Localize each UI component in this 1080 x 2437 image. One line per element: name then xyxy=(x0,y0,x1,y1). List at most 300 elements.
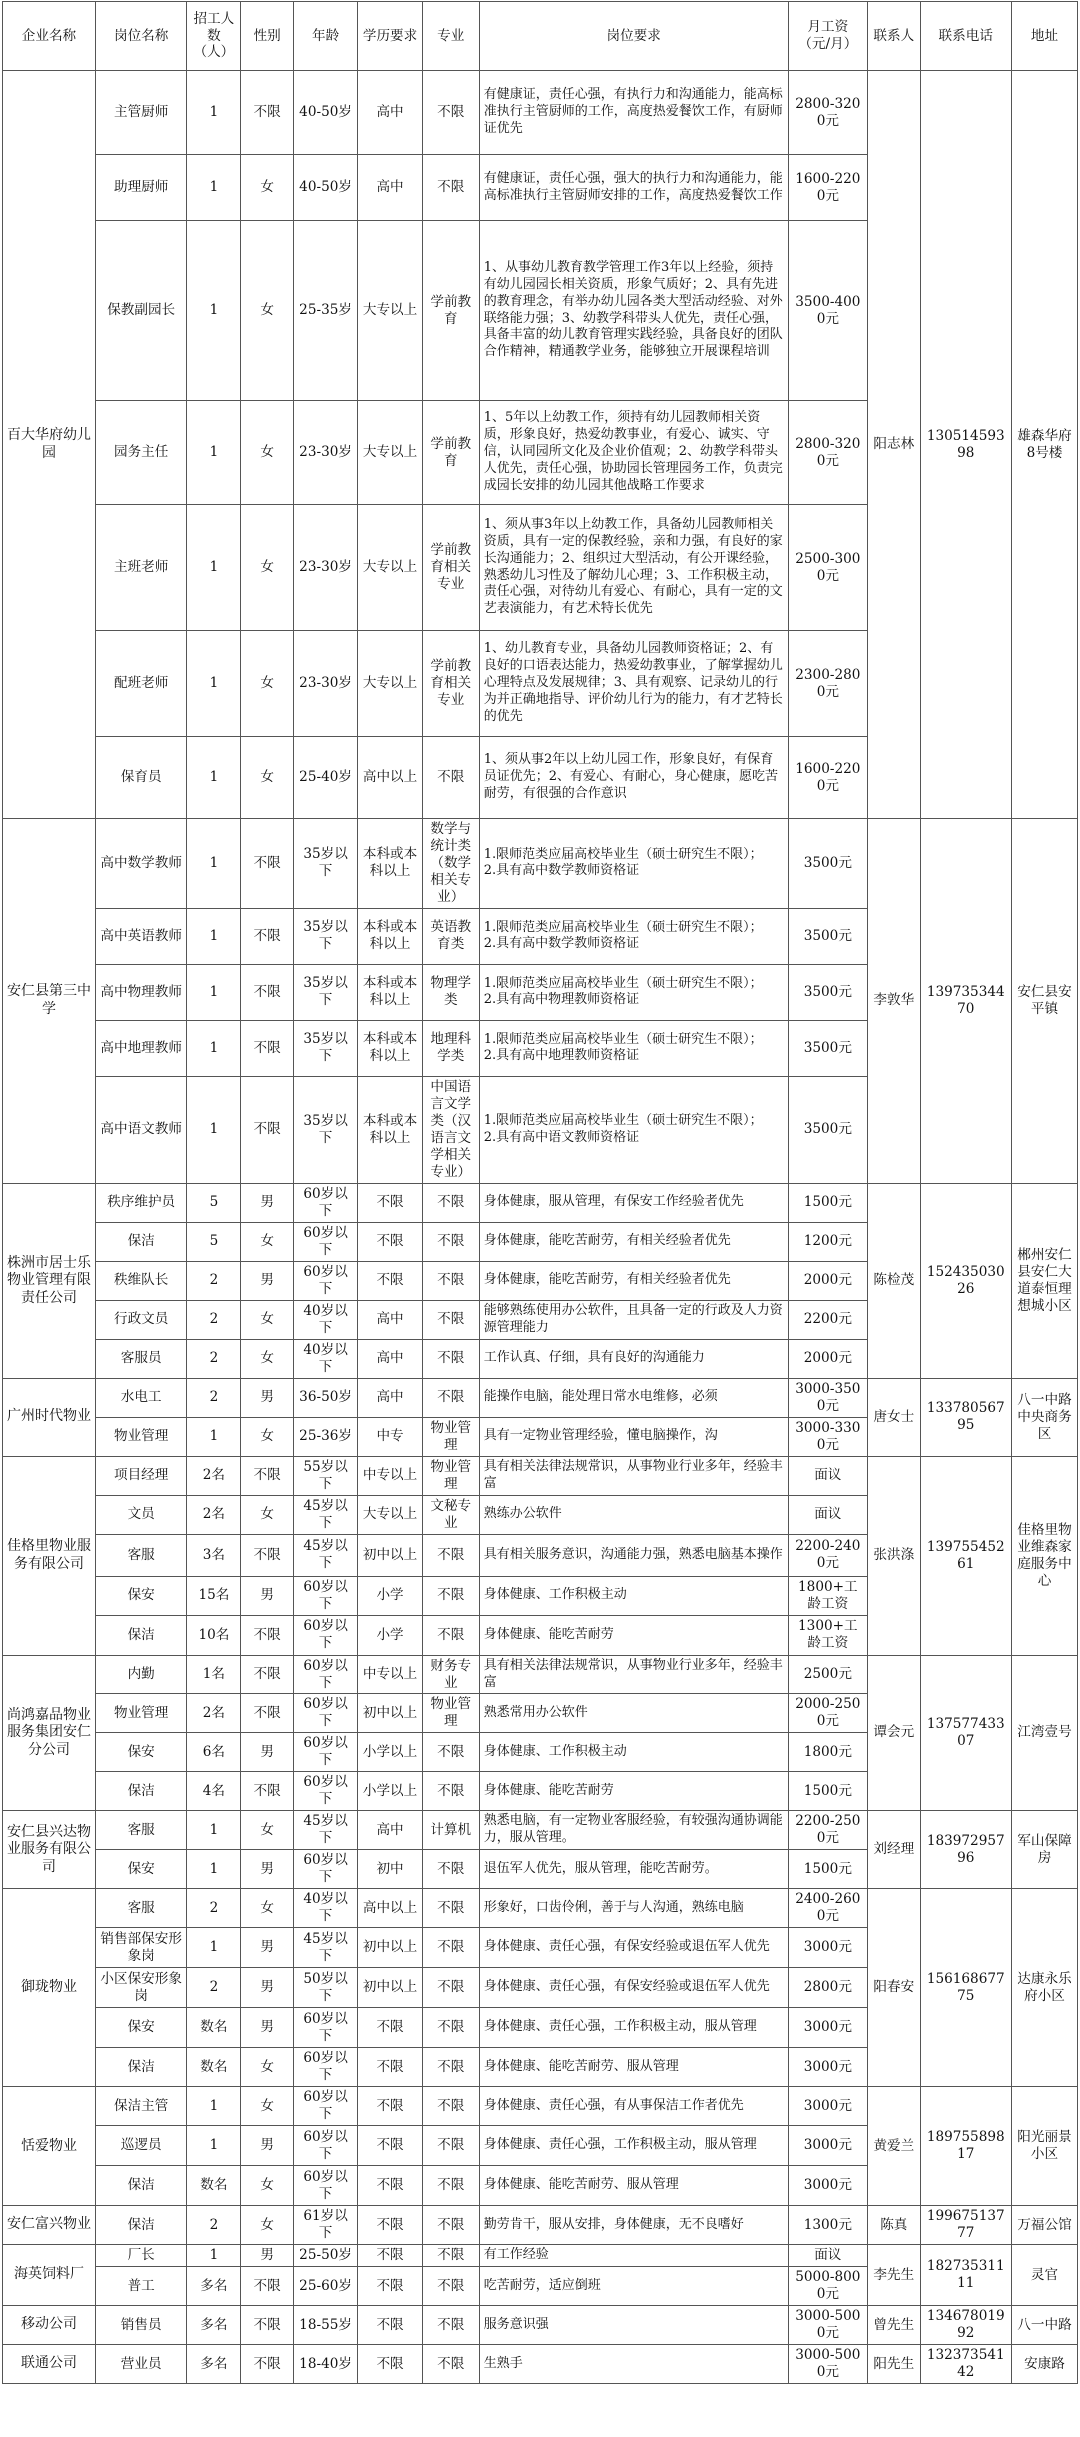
headcount: 2 xyxy=(187,1339,241,1378)
contact-phone: 13378056795 xyxy=(920,1378,1011,1456)
position-name: 项目经理 xyxy=(95,1456,186,1495)
salary: 3000-5000元 xyxy=(788,2306,867,2345)
gender: 女 xyxy=(241,1339,293,1378)
major: 不限 xyxy=(422,1889,479,1928)
gender: 男 xyxy=(241,2245,293,2267)
salary: 3000-3500元 xyxy=(788,1378,867,1417)
education: 高中 xyxy=(358,1339,422,1378)
age-range: 60岁以下 xyxy=(293,1733,357,1772)
gender: 女 xyxy=(241,631,293,737)
position-name: 秩序维护员 xyxy=(95,1183,186,1222)
major: 不限 xyxy=(422,2126,479,2166)
age-range: 45岁以下 xyxy=(293,1811,357,1850)
headcount: 1名 xyxy=(187,1655,241,1694)
education: 不限 xyxy=(358,1183,422,1222)
company-name: 联通公司 xyxy=(3,2345,96,2384)
headcount: 1 xyxy=(187,1811,241,1850)
headcount: 数名 xyxy=(187,2048,241,2087)
salary: 1800+工龄工资 xyxy=(788,1576,867,1615)
major: 不限 xyxy=(422,1261,479,1300)
requirements: 熟练办公软件 xyxy=(479,1495,788,1534)
requirements: 退伍军人优先，服从管理，能吃苦耐劳。 xyxy=(479,1850,788,1889)
position-name: 配班老师 xyxy=(95,631,186,737)
age-range: 60岁以下 xyxy=(293,1772,357,1811)
headcount: 1 xyxy=(187,1850,241,1889)
gender: 不限 xyxy=(241,1020,293,1076)
header-count: 招工人数（人） xyxy=(187,2,241,71)
age-range: 23-30岁 xyxy=(293,631,357,737)
headcount: 2 xyxy=(187,1261,241,1300)
major: 不限 xyxy=(422,2306,479,2345)
contact-phone: 13975545261 xyxy=(920,1456,1011,1655)
position-name: 高中英语教师 xyxy=(95,908,186,964)
education: 不限 xyxy=(358,2087,422,2126)
salary: 3500元 xyxy=(788,908,867,964)
headcount: 1 xyxy=(187,2126,241,2166)
requirements: 身体健康、能吃苦耐劳 xyxy=(479,1615,788,1655)
headcount: 1 xyxy=(187,1417,241,1456)
company-name: 安仁县兴达物业服务有限公司 xyxy=(3,1811,96,1889)
contact-person: 陈检茂 xyxy=(868,1183,920,1378)
age-range: 18-40岁 xyxy=(293,2345,357,2384)
salary: 3000元 xyxy=(788,2008,867,2048)
major: 学前教育相关专业 xyxy=(422,631,479,737)
requirements: 身体健康、责任心强，有保安经验或退伍军人优先 xyxy=(479,1968,788,2008)
position-name: 客服 xyxy=(95,1534,186,1576)
requirements: 具有相关法律法规常识，从事物业行业多年，经验丰富 xyxy=(479,1655,788,1694)
age-range: 60岁以下 xyxy=(293,2048,357,2087)
major: 不限 xyxy=(422,2008,479,2048)
age-range: 60岁以下 xyxy=(293,2166,357,2206)
major: 不限 xyxy=(422,2048,479,2087)
education: 大专以上 xyxy=(358,221,422,401)
header-row xyxy=(3,2,1078,71)
age-range: 25-35岁 xyxy=(293,221,357,401)
position-name: 客服 xyxy=(95,1811,186,1850)
education: 本科或本科以上 xyxy=(358,964,422,1020)
gender: 不限 xyxy=(241,1534,293,1576)
position-name: 高中地理教师 xyxy=(95,1020,186,1076)
position-name: 保洁 xyxy=(95,1772,186,1811)
salary: 2200-2400元 xyxy=(788,1534,867,1576)
header-age: 年龄 xyxy=(293,2,357,71)
salary: 1500元 xyxy=(788,1850,867,1889)
gender: 女 xyxy=(241,1222,293,1261)
age-range: 60岁以下 xyxy=(293,1222,357,1261)
age-range: 61岁以下 xyxy=(293,2206,357,2245)
requirements: 身体健康、责任心强，有保安经验或退伍军人优先 xyxy=(479,1928,788,1968)
major: 不限 xyxy=(422,1968,479,2008)
salary: 1200元 xyxy=(788,1222,867,1261)
table-row xyxy=(3,1378,1078,1417)
position-name: 高中语文教师 xyxy=(95,1076,186,1183)
headcount: 1 xyxy=(187,2087,241,2126)
gender: 女 xyxy=(241,1417,293,1456)
age-range: 36-50岁 xyxy=(293,1378,357,1417)
age-range: 25-50岁 xyxy=(293,2245,357,2267)
salary: 3000-3300元 xyxy=(788,1417,867,1456)
position-name: 营业员 xyxy=(95,2345,186,2384)
education: 高中 xyxy=(358,1811,422,1850)
age-range: 60岁以下 xyxy=(293,1850,357,1889)
salary: 2800-3200元 xyxy=(788,401,867,505)
position-name: 高中数学教师 xyxy=(95,819,186,909)
major: 学前教育相关专业 xyxy=(422,505,479,631)
education: 大专以上 xyxy=(358,505,422,631)
gender: 女 xyxy=(241,1811,293,1850)
header-position: 岗位名称 xyxy=(95,2,186,71)
header-contact: 联系人 xyxy=(868,2,920,71)
major: 不限 xyxy=(422,737,479,819)
salary: 1600-2200元 xyxy=(788,155,867,221)
headcount: 1 xyxy=(187,155,241,221)
salary: 面议 xyxy=(788,2245,867,2267)
age-range: 40岁以下 xyxy=(293,1889,357,1928)
table-row xyxy=(3,2245,1078,2267)
gender: 不限 xyxy=(241,908,293,964)
gender: 不限 xyxy=(241,1655,293,1694)
position-name: 客服 xyxy=(95,1889,186,1928)
position-name: 保安 xyxy=(95,2008,186,2048)
salary: 2000元 xyxy=(788,1339,867,1378)
contact-phone: 18975589817 xyxy=(920,2087,1011,2206)
major: 不限 xyxy=(422,1534,479,1576)
requirements: 能够熟练使用办公软件，且具备一定的行政及人力资源管理能力 xyxy=(479,1300,788,1339)
headcount: 1 xyxy=(187,737,241,819)
position-name: 文员 xyxy=(95,1495,186,1534)
major: 不限 xyxy=(422,71,479,155)
address: 郴州安仁县安仁大道泰恒理想城小区 xyxy=(1011,1183,1077,1378)
position-name: 普工 xyxy=(95,2267,186,2306)
education: 不限 xyxy=(358,1222,422,1261)
major: 不限 xyxy=(422,1733,479,1772)
headcount: 5 xyxy=(187,1183,241,1222)
headcount: 数名 xyxy=(187,2166,241,2206)
gender: 男 xyxy=(241,1968,293,2008)
education: 初中以上 xyxy=(358,1534,422,1576)
contact-phone: 13467801992 xyxy=(920,2306,1011,2345)
gender: 不限 xyxy=(241,1615,293,1655)
education: 大专以上 xyxy=(358,401,422,505)
gender: 男 xyxy=(241,1378,293,1417)
headcount: 2 xyxy=(187,1300,241,1339)
contact-phone: 13237354142 xyxy=(920,2345,1011,2384)
age-range: 40-50岁 xyxy=(293,71,357,155)
headcount: 2 xyxy=(187,1889,241,1928)
major: 英语教育类 xyxy=(422,908,479,964)
position-name: 销售员 xyxy=(95,2306,186,2345)
age-range: 35岁以下 xyxy=(293,1020,357,1076)
gender: 男 xyxy=(241,1733,293,1772)
salary: 面议 xyxy=(788,1456,867,1495)
headcount: 2 xyxy=(187,1378,241,1417)
gender: 女 xyxy=(241,2048,293,2087)
education: 本科或本科以上 xyxy=(358,819,422,909)
education: 初中以上 xyxy=(358,1694,422,1733)
headcount: 1 xyxy=(187,401,241,505)
major: 计算机 xyxy=(422,1811,479,1850)
requirements: 1、从事幼儿教育教学管理工作3年以上经验，须持有幼儿园园长相关资质，形象气质好；2、具有先进的教育理念，有举办幼儿园各类大型活动经验、对外联络能力强；3、幼教学科带头人优先，责任心强，具备丰富的幼儿教育管理实践经验，具备良好的团队合作精神，精通教学业务，能够独立开展课程培训 xyxy=(479,221,788,401)
contact-person: 阳志林 xyxy=(868,71,920,819)
headcount: 多名 xyxy=(187,2345,241,2384)
company-name: 尚鸿嘉品物业服务集团安仁分公司 xyxy=(3,1655,96,1811)
major: 物理学类 xyxy=(422,964,479,1020)
position-name: 客服员 xyxy=(95,1339,186,1378)
major: 不限 xyxy=(422,1576,479,1615)
age-range: 35岁以下 xyxy=(293,819,357,909)
salary: 面议 xyxy=(788,1495,867,1534)
salary: 1500元 xyxy=(788,1772,867,1811)
age-range: 60岁以下 xyxy=(293,2087,357,2126)
education: 大专以上 xyxy=(358,631,422,737)
education: 不限 xyxy=(358,2008,422,2048)
age-range: 35岁以下 xyxy=(293,964,357,1020)
company-name: 海英饲料厂 xyxy=(3,2245,96,2306)
age-range: 45岁以下 xyxy=(293,1534,357,1576)
requirements: 有工作经验 xyxy=(479,2245,788,2267)
position-name: 主管厨师 xyxy=(95,71,186,155)
company-name: 安仁富兴物业 xyxy=(3,2206,96,2245)
education: 不限 xyxy=(358,2126,422,2166)
position-name: 秩维队长 xyxy=(95,1261,186,1300)
contact-person: 阳先生 xyxy=(868,2345,920,2384)
gender: 不限 xyxy=(241,819,293,909)
age-range: 45岁以下 xyxy=(293,1928,357,1968)
major: 不限 xyxy=(422,2245,479,2267)
major: 不限 xyxy=(422,2345,479,2384)
education: 初中 xyxy=(358,1850,422,1889)
address: 八一中路 xyxy=(1011,2306,1077,2345)
header-address: 地址 xyxy=(1011,2,1077,71)
headcount: 10名 xyxy=(187,1615,241,1655)
table-row xyxy=(3,819,1078,909)
position-name: 保安 xyxy=(95,1733,186,1772)
contact-phone: 18397295796 xyxy=(920,1811,1011,1889)
address: 达康永乐府小区 xyxy=(1011,1889,1077,2087)
gender: 男 xyxy=(241,1928,293,1968)
table-row xyxy=(3,71,1078,155)
gender: 女 xyxy=(241,1300,293,1339)
requirements: 有健康证，责任心强，有执行力和沟通能力，能高标准执行主管厨师的工作，高度热爱餐饮工作，有厨师证优先 xyxy=(479,71,788,155)
education: 高中以上 xyxy=(358,1889,422,1928)
age-range: 25-60岁 xyxy=(293,2267,357,2306)
education: 不限 xyxy=(358,2048,422,2087)
company-name: 佳格里物业服务有限公司 xyxy=(3,1456,96,1655)
address: 安康路 xyxy=(1011,2345,1077,2384)
requirements: 身体健康、责任心强，有从事保洁工作者优先 xyxy=(479,2087,788,2126)
headcount: 2名 xyxy=(187,1456,241,1495)
salary: 1500元 xyxy=(788,1183,867,1222)
requirements: 身体健康，能吃苦耐劳，有相关经验者优先 xyxy=(479,1222,788,1261)
contact-phone: 15616867775 xyxy=(920,1889,1011,2087)
salary: 2800-3200元 xyxy=(788,71,867,155)
requirements: 1.限师范类应届高校毕业生（硕士研究生不限）； 2.具有高中数学教师资格证 xyxy=(479,908,788,964)
education: 不限 xyxy=(358,2267,422,2306)
requirements: 能操作电脑，能处理日常水电维修，必须 xyxy=(479,1378,788,1417)
headcount: 6名 xyxy=(187,1733,241,1772)
education: 不限 xyxy=(358,2166,422,2206)
table-row xyxy=(3,1811,1078,1850)
position-name: 物业管理 xyxy=(95,1417,186,1456)
position-name: 保安 xyxy=(95,1850,186,1889)
major: 数学与统计类（数学相关专业） xyxy=(422,819,479,909)
age-range: 60岁以下 xyxy=(293,1655,357,1694)
headcount: 1 xyxy=(187,505,241,631)
major: 不限 xyxy=(422,1772,479,1811)
requirements: 吃苦耐劳，适应倒班 xyxy=(479,2267,788,2306)
contact-phone: 19967513777 xyxy=(920,2206,1011,2245)
requirements: 身体健康、能吃苦耐劳、服从管理 xyxy=(479,2166,788,2206)
gender: 女 xyxy=(241,505,293,631)
contact-phone: 13051459398 xyxy=(920,71,1011,819)
headcount: 1 xyxy=(187,2245,241,2267)
address: 江湾壹号 xyxy=(1011,1655,1077,1811)
salary: 3000元 xyxy=(788,1928,867,1968)
requirements: 具有一定物业管理经验，懂电脑操作，沟 xyxy=(479,1417,788,1456)
gender: 女 xyxy=(241,221,293,401)
table-row xyxy=(3,2345,1078,2384)
position-name: 保安 xyxy=(95,1576,186,1615)
age-range: 40岁以下 xyxy=(293,1300,357,1339)
gender: 女 xyxy=(241,1495,293,1534)
table-row xyxy=(3,1655,1078,1694)
requirements: 身体健康，服从管理，有保安工作经验者优先 xyxy=(479,1183,788,1222)
education: 高中 xyxy=(358,71,422,155)
age-range: 60岁以下 xyxy=(293,1576,357,1615)
position-name: 高中物理教师 xyxy=(95,964,186,1020)
gender: 女 xyxy=(241,401,293,505)
company-name: 百大华府幼儿园 xyxy=(3,71,96,819)
education: 高中 xyxy=(358,1378,422,1417)
major: 不限 xyxy=(422,1300,479,1339)
requirements: 勤劳肯干，服从安排，身体健康，无不良嗜好 xyxy=(479,2206,788,2245)
major: 物业管理 xyxy=(422,1694,479,1733)
contact-person: 李敦华 xyxy=(868,819,920,1184)
salary: 3500-4000元 xyxy=(788,221,867,401)
gender: 不限 xyxy=(241,1456,293,1495)
education: 小学以上 xyxy=(358,1772,422,1811)
requirements: 身体健康、能吃苦耐劳、服从管理 xyxy=(479,2048,788,2087)
headcount: 1 xyxy=(187,964,241,1020)
job-table xyxy=(2,1,1078,2384)
contact-person: 阳春安 xyxy=(868,1889,920,2087)
age-range: 60岁以下 xyxy=(293,1694,357,1733)
requirements: 1.限师范类应届高校毕业生（硕士研究生不限）； 2.具有高中物理教师资格证 xyxy=(479,964,788,1020)
education: 本科或本科以上 xyxy=(358,1020,422,1076)
education: 高中 xyxy=(358,1300,422,1339)
salary: 1300元 xyxy=(788,2206,867,2245)
education: 小学以上 xyxy=(358,1733,422,1772)
requirements: 1.限师范类应届高校毕业生（硕士研究生不限）； 2.具有高中语文教师资格证 xyxy=(479,1076,788,1183)
contact-person: 曾先生 xyxy=(868,2306,920,2345)
age-range: 50岁以下 xyxy=(293,1968,357,2008)
major: 学前教育 xyxy=(422,401,479,505)
gender: 男 xyxy=(241,1850,293,1889)
education: 高中 xyxy=(358,155,422,221)
education: 中专以上 xyxy=(358,1655,422,1694)
position-name: 保洁 xyxy=(95,2206,186,2245)
position-name: 保洁 xyxy=(95,1615,186,1655)
age-range: 45岁以下 xyxy=(293,1495,357,1534)
requirements: 身体健康、能吃苦耐劳 xyxy=(479,1772,788,1811)
header-salary: 月工资（元/月） xyxy=(788,2,867,71)
requirements: 1.限师范类应届高校毕业生（硕士研究生不限）； 2.具有高中地理教师资格证 xyxy=(479,1020,788,1076)
table-row xyxy=(3,1183,1078,1222)
age-range: 23-30岁 xyxy=(293,505,357,631)
age-range: 23-30岁 xyxy=(293,401,357,505)
headcount: 1 xyxy=(187,1928,241,1968)
company-name: 安仁县第三中学 xyxy=(3,819,96,1184)
address: 安仁县安平镇 xyxy=(1011,819,1077,1184)
requirements: 服务意识强 xyxy=(479,2306,788,2345)
requirements: 1.限师范类应届高校毕业生（硕士研究生不限）； 2.具有高中数学教师资格证 xyxy=(479,819,788,909)
gender: 男 xyxy=(241,1183,293,1222)
salary: 2800元 xyxy=(788,1968,867,2008)
requirements: 工作认真、仔细，具有良好的沟通能力 xyxy=(479,1339,788,1378)
table-row xyxy=(3,2306,1078,2345)
gender: 男 xyxy=(241,2126,293,2166)
salary: 1800元 xyxy=(788,1733,867,1772)
headcount: 1 xyxy=(187,631,241,737)
salary: 2500元 xyxy=(788,1655,867,1694)
contact-person: 唐女士 xyxy=(868,1378,920,1456)
headcount: 3名 xyxy=(187,1534,241,1576)
education: 不限 xyxy=(358,2345,422,2384)
gender: 不限 xyxy=(241,1076,293,1183)
age-range: 60岁以下 xyxy=(293,1615,357,1655)
age-range: 60岁以下 xyxy=(293,1261,357,1300)
age-range: 60岁以下 xyxy=(293,2126,357,2166)
gender: 女 xyxy=(241,2206,293,2245)
requirements: 身体健康、责任心强，工作积极主动，服从管理 xyxy=(479,2126,788,2166)
contact-phone: 15243503026 xyxy=(920,1183,1011,1378)
salary: 2400-2600元 xyxy=(788,1889,867,1928)
address: 佳格里物业维森家庭服务中心 xyxy=(1011,1456,1077,1655)
address: 灵官 xyxy=(1011,2245,1077,2306)
salary: 3500元 xyxy=(788,964,867,1020)
salary: 5000-8000元 xyxy=(788,2267,867,2306)
education: 不限 xyxy=(358,2206,422,2245)
requirements: 1、幼儿教育专业，具备幼儿园教师资格证；2、有良好的口语表达能力，热爱幼教事业，了解掌握幼儿心理特点及发展规律；3、具有观察、记录幼儿的行为并正确地指导、评价幼儿行为的能力，有才艺特长的优先 xyxy=(479,631,788,737)
requirements: 生熟手 xyxy=(479,2345,788,2384)
headcount: 4名 xyxy=(187,1772,241,1811)
contact-phone: 13973534470 xyxy=(920,819,1011,1184)
headcount: 多名 xyxy=(187,2306,241,2345)
headcount: 1 xyxy=(187,908,241,964)
age-range: 18-55岁 xyxy=(293,2306,357,2345)
table-row xyxy=(3,2206,1078,2245)
salary: 2500-3000元 xyxy=(788,505,867,631)
major: 物业管理 xyxy=(422,1456,479,1495)
salary: 3500元 xyxy=(788,1020,867,1076)
requirements: 熟悉常用办公软件 xyxy=(479,1694,788,1733)
headcount: 多名 xyxy=(187,2267,241,2306)
headcount: 5 xyxy=(187,1222,241,1261)
major: 不限 xyxy=(422,1222,479,1261)
salary: 3000元 xyxy=(788,2126,867,2166)
gender: 女 xyxy=(241,155,293,221)
salary: 2200-2500元 xyxy=(788,1811,867,1850)
age-range: 35岁以下 xyxy=(293,908,357,964)
age-range: 40岁以下 xyxy=(293,1339,357,1378)
company-name: 恬爱物业 xyxy=(3,2087,96,2206)
major: 不限 xyxy=(422,1339,479,1378)
gender: 男 xyxy=(241,1261,293,1300)
position-name: 水电工 xyxy=(95,1378,186,1417)
major: 不限 xyxy=(422,155,479,221)
major: 不限 xyxy=(422,1928,479,1968)
major: 地理科学类 xyxy=(422,1020,479,1076)
